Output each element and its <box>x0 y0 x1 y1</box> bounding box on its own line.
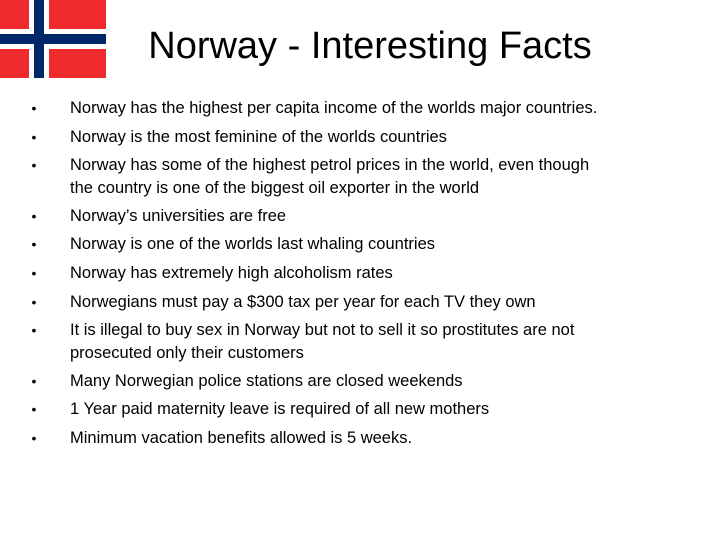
list-item <box>28 259 698 288</box>
list-item-text: Norway has extremely high alcoholism rates <box>70 263 393 282</box>
list-item <box>28 424 698 453</box>
list-item <box>28 202 698 231</box>
list-item <box>28 151 698 199</box>
page-title: Norway - Interesting Facts <box>148 25 592 67</box>
list-item-text: Many Norwegian police stations are closed weekends <box>70 371 463 390</box>
list-item-text: Minimum vacation benefits allowed is 5 weeks. <box>70 428 413 447</box>
list-item-text: Norway’s universities are free <box>70 206 287 225</box>
list-item <box>28 94 698 123</box>
list-item <box>28 230 698 259</box>
bullet-icon: • <box>31 264 37 281</box>
list-item-text: Norwegians must pay a $300 tax per year for each TV they own <box>70 292 536 311</box>
bullet-icon: • <box>31 401 37 418</box>
bullet-icon: • <box>31 100 37 116</box>
facts-list <box>28 94 698 453</box>
list-item <box>28 367 698 396</box>
bullet-icon: • <box>31 322 37 339</box>
list-item-text: 1 Year paid maternity leave is required of all new mothers <box>70 400 490 419</box>
bullet-icon: • <box>31 293 37 310</box>
list-item <box>28 395 698 424</box>
list-item <box>28 288 698 317</box>
list-item-text: Norway is one of the worlds last whaling countries <box>70 235 436 254</box>
list-item-text: Norway has the highest per capita income of the worlds major countries. <box>70 99 598 117</box>
norway-flag-icon <box>0 0 106 78</box>
list-item <box>28 123 698 152</box>
bullet-icon: • <box>31 207 37 224</box>
bullet-icon: • <box>31 372 37 389</box>
list-item-text-continued: prosecuted only their customers <box>70 343 304 362</box>
bullet-icon: • <box>31 128 37 145</box>
list-item-text-continued: the country is one of the biggest oil exporter in the world <box>70 178 480 197</box>
list-item-text: Norway is the most feminine of the worlds countries <box>70 127 447 146</box>
bullet-icon: • <box>31 429 37 446</box>
bullet-icon: • <box>31 157 37 174</box>
list-item <box>28 316 698 364</box>
bullet-icon: • <box>31 236 37 253</box>
list-item-text: Norway has some of the highest petrol prices in the world, even though <box>70 156 590 175</box>
list-item-text: It is illegal to buy sex in Norway but not to sell it so prostitutes are not <box>70 321 575 340</box>
